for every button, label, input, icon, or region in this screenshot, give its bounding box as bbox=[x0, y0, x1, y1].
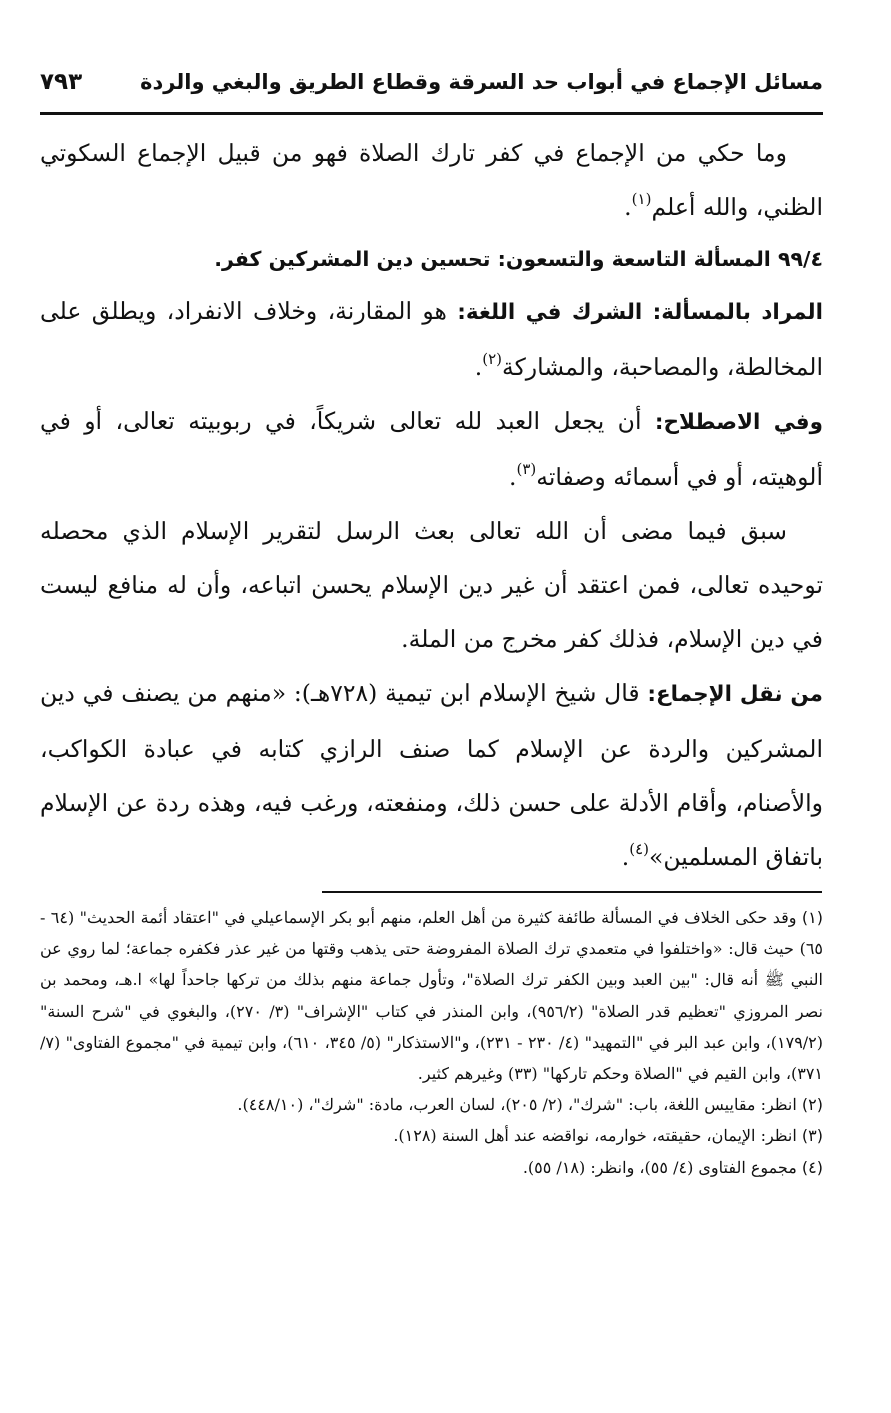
footnote-ref-3[interactable]: (٣) bbox=[516, 460, 537, 478]
footnote-separator bbox=[322, 891, 822, 893]
footnote-text: وقد حكى الخلاف في المسألة طائفة كثيرة من أهل العلم، منهم أبو بكر الإسماعيلي في "اعتقاد أئمة الحديث" (٦٤ - ٦٥) حيث قال: «واختلفوا في متعمدي ترك الصلاة المفروضة حتى يذهب وقتها من غير عذر فكفره جماعة؛ لما روي عن النبي ﷺ أنه قال: "بين العبد وبين الكفر ترك الصلاة"، وتأول جماعة منهم بذلك من تركها جاحداً لها» ا.هـ، ومحمد بن نصر المروزي "تعظيم قدر الصلاة" (٩٥٦/٢)، وابن المنذر في كتاب "الإشراف" (٣/ ٢٧٠)، والبغوي في "شرح السنة" (١٧٩/٢)، وابن عبد البر في "التمهيد" (٤/ ٢٣٠ - ٢٣١)، و"الاستذكار" (٥/ ٣٤٥، ٦١٠)، وابن تيمية في "مجموع الفتاوى" (٧/ ٣٧١)، وابن القيم في "الصلاة وحكم تاركها" (٣٣) وغيرهم كثير. bbox=[40, 908, 823, 1084]
paragraph-term bbox=[40, 394, 823, 504]
footnote-text: انظر: مقاييس اللغة، باب: "شرك"، (٢/ ٢٠٥)، لسان العرب، مادة: "شرك"، (٤٤٨/١٠). bbox=[237, 1095, 797, 1115]
footnote-ref-2[interactable]: (٢) bbox=[482, 350, 502, 368]
paragraph-term-label: وفي الاصطلاح: bbox=[654, 410, 823, 435]
issue-heading: ٩٩/٤ المسألة التاسعة والتسعون: تحسين دين المشركين كفر. bbox=[214, 247, 823, 271]
paragraph-consensus-end: . bbox=[621, 843, 630, 871]
paragraph-term-end: . bbox=[508, 463, 517, 491]
main-text bbox=[40, 126, 823, 876]
running-title: مسائل الإجماع في أبواب حد السرقة وقطاع الطريق والبغي والردة bbox=[140, 70, 823, 94]
running-header bbox=[40, 62, 823, 102]
footnote-mark: (١) bbox=[801, 908, 823, 927]
footnote-text: مجموع الفتاوى (٤/ ٥٥)، وانظر: (١٨/ ٥٥). bbox=[522, 1157, 797, 1177]
page-number: ٧٩٣ bbox=[40, 69, 83, 95]
footnote-1 bbox=[40, 902, 823, 1089]
footnote-mark: (٢) bbox=[801, 1095, 823, 1115]
paragraph-meaning-label: المراد بالمسألة: الشرك في اللغة: bbox=[457, 300, 823, 325]
paragraph-intro-end: . bbox=[624, 193, 632, 221]
paragraph-intro bbox=[40, 126, 823, 234]
footnote-ref-4[interactable]: (٤) bbox=[629, 840, 650, 858]
footnote-ref-1[interactable]: (١) bbox=[631, 190, 652, 208]
paragraph-meaning-text: هو المقارنة، وخلاف الانفراد، ويطلق على المخالطة، والمصاحبة، والمشاركة bbox=[40, 297, 823, 381]
paragraph-term-text: أن يجعل العبد لله تعالى شريكاً، في ربوبيته تعالى، أو في ألوهيته، أو في أسمائه وصفاته bbox=[40, 407, 823, 491]
paragraph-meaning-end: . bbox=[474, 353, 483, 381]
footnotes bbox=[40, 902, 823, 1342]
footnote-4 bbox=[40, 1152, 823, 1183]
paragraph-consensus-text: قال شيخ الإسلام ابن تيمية (٧٢٨هـ): «منهم من يصنف في دين المشركين والردة عن الإسلام كما صنف الرازي كتابه في عبادة الكواكب، والأصنام، وأقام الأدلة على حسن ذلك، ومنفعته، ورغب فيه، وهذه ردة عن الإسلام باتفاق المسلمين» bbox=[40, 679, 823, 871]
paragraph-intro-text: وما حكي من الإجماع في كفر تارك الصلاة فهو من قبيل الإجماع السكوتي الظني، والله أعلم bbox=[40, 139, 823, 221]
paragraph-consensus-label: من نقل الإجماع: bbox=[647, 682, 823, 707]
paragraph-explanation: سبق فيما مضى أن الله تعالى بعث الرسل لتقرير الإسلام الذي محصله توحيده تعالى، فمن اعتقد أن غير دين الإسلام يحسن اتباعه، وأن له منافع ليست في دين الإسلام، فذلك كفر مخرج من الملة. bbox=[40, 517, 823, 653]
paragraph-meaning bbox=[40, 284, 823, 394]
footnote-2 bbox=[40, 1089, 823, 1120]
footnote-mark: (٤) bbox=[801, 1157, 823, 1177]
footnote-mark: (٣) bbox=[801, 1126, 823, 1146]
footnote-text: انظر: الإيمان، حقيقته، خوارمه، نواقضه عند أهل السنة (١٢٨). bbox=[393, 1126, 797, 1146]
footnote-3 bbox=[40, 1120, 823, 1151]
header-rule bbox=[40, 112, 823, 115]
paragraph-consensus bbox=[40, 666, 823, 876]
